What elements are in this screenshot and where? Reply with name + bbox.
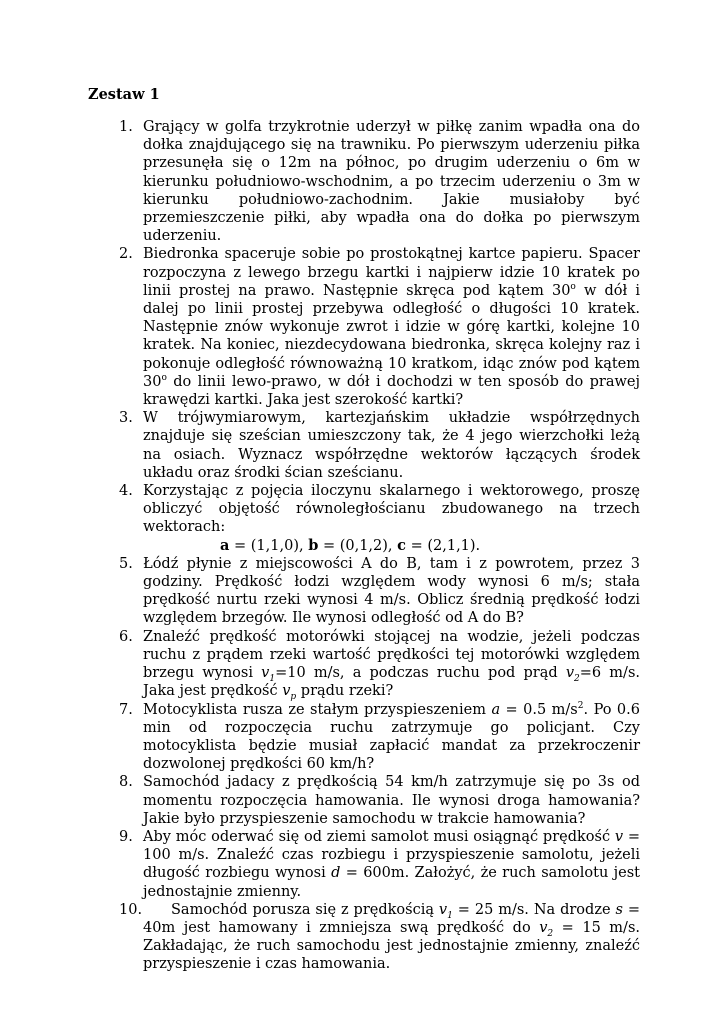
problem-text: Korzystając z pojęcia iloczynu skalarnego i wektorowego, proszę obliczyć objętość równoległościanu zbudowanego na trzech wektorach: <box>143 483 640 536</box>
problem-text: Samochód jadacy z prędkością 54 km/h zatrzymuje się po 3s od momentu rozpoczęcia hamowania. Ile wynosi droga hamowania? Jakie było przyspieszenie samochodu w trakcie hamowania? <box>143 774 640 827</box>
problem-number: 3. <box>119 410 133 427</box>
problem-text: Samochód porusza się z prędkością $v_1 = 25$ m/s. Na drodze s = 40m jest hamowany i zmniejsza swą prędkość do $v_2 = 15$ m/s. Zakładając, że ruch samochodu jest jednostajnie zmienny, znaleźć przyspieszenie i czas hamowania. <box>143 901 640 973</box>
problem-text: W trójwymiarowym, kartezjańskim układzie współrzędnych znajduje się sześcian umieszczony tak, że 4 jego wierzchołki leżą na osiach. Wyznacz współrzędne wektorów łączących środek układu oraz środki ścian sześcianu. <box>143 410 640 481</box>
problem-text: Aby móc oderwać się od ziemi samolot musi osiągnąć prędkość v = 100 m/s. Znaleźć czas rozbiegu i przyspieszenie samolotu, jeżeli długość rozbiegu wynosi d = 600m. Założyć, że ruch samolotu jest jednostajnie zmienny. <box>143 828 640 900</box>
problem-text: Motocyklista rusza ze stałym przyspieszeniem a = 0.5 $m/s^2$. Po 0.6 min od rozpoczęcia ruchu zatrzymuje go policjant. Czy motocyklista będzie musiał zapłacić mandat za przekroczenir dozwolonej prędkości 60 km/h? <box>143 700 640 773</box>
problem-text: Biedronka spaceruje sobie po prostokątnej kartce papieru. Spacer rozpoczyna z lewego brzegu kartki i najpierw idzie 10 kratek po linii prostej na prawo. Następnie skręca pod kątem 30$^o$ w dół i dalej po linii prostej przebywa odległość o długości 10 kratek. Następnie znów wykonuje zwrot i idzie w górę kartki, kolejne 10 kratek. Na koniec, niezdecydowana biedronka, skręca kolejny raz i pokonuje odległość równoważną 10 kratkom, idąc znów pod kątem 30$^o$ do linii lewo-prawo, w dół i dochodzi w ten sposób do prawej krawędzi kartki. Jaka jest szerokość kartki? <box>143 246 640 409</box>
problem-number: 6. <box>119 628 133 645</box>
problem-number: 7. <box>119 701 133 718</box>
problem-3 <box>119 409 640 482</box>
problem-8 <box>119 773 640 828</box>
problem-9 <box>119 828 640 901</box>
problem-number: 8. <box>119 774 133 791</box>
problem-number: 2. <box>119 246 133 263</box>
problem-list <box>119 118 640 974</box>
problem-number: 5. <box>119 555 133 572</box>
problem-number: 4. <box>119 483 133 500</box>
vectors-formula: a = (1,1,0), b = (0,1,2), c = (2,1,1). <box>220 536 481 554</box>
problem-text: Łódź płynie z miejscowości A do B, tam i z powrotem, przez 3 godziny. Prędkość łodzi względem wody wynosi 6 m/s; stała prędkość nurtu rzeki wynosi 4 m/s. Oblicz średnią prędkość łodzi względem brzegów. Ile wynosi odległość od A do B? <box>143 555 640 627</box>
problem-number: 10. <box>119 901 143 918</box>
problem-5 <box>119 555 640 628</box>
problem-text: Grający w golfa trzykrotnie uderzył w piłkę zanim wpadła ona do dołka znajdującego się na trawniku. Po pierwszym uderzeniu piłka przesunęła się o 12m na północ, po drugim uderzeniu o 6m w kierunku południowo-wschodnim, a po trzecim uderzeniu o 3m w kierunku południowo-zachodnim. Jakie musiałoby być przemieszczenie piłki, aby wpadła ona do dołka po pierwszym uderzeniu. <box>143 119 640 245</box>
set-title: Zestaw 1 <box>88 86 160 103</box>
problem-10 <box>119 901 640 974</box>
problem-1 <box>119 118 640 245</box>
problem-4 <box>119 482 640 555</box>
problem-number: 9. <box>119 828 133 845</box>
problem-6 <box>119 628 640 703</box>
problem-2 <box>119 245 640 409</box>
problem-7 <box>119 700 640 774</box>
problem-number: 1. <box>119 119 133 135</box>
problem-text: Znaleźć prędkość motorówki stojącej na wodzie, jeżeli podczas ruchu z prądem rzeki wartość prędkości tej motorówki względem brzegu wynosi $v_1=10$ m/s, a podczas ruchu pod prąd $v_2=6$ m/s. Jaka jest prędkość $v_p$ prądu rzeki? <box>143 628 640 703</box>
